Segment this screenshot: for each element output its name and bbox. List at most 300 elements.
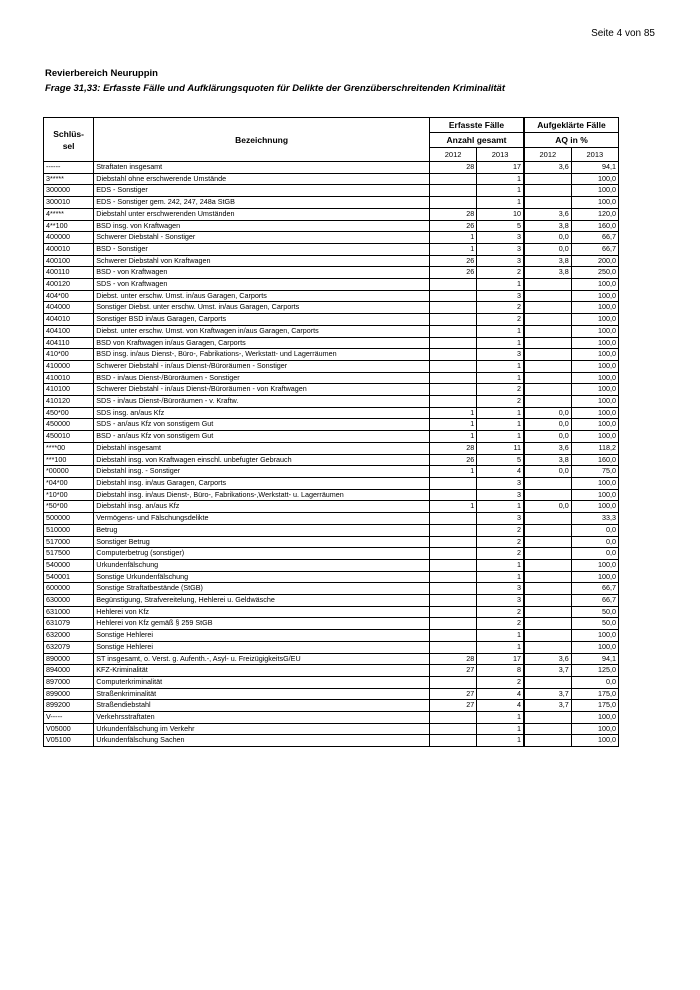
cell-aq-2012: [524, 489, 571, 501]
cell-aq-2012: [524, 676, 571, 688]
cell-key: 400010: [44, 243, 94, 255]
cell-key: 400110: [44, 267, 94, 279]
cell-aq-2013: 100,0: [571, 489, 618, 501]
cell-aq-2012: [524, 360, 571, 372]
cell-description: Sonstige Hehlerei: [94, 641, 430, 653]
cell-description: Urkundenfälschung Sachen: [94, 735, 430, 747]
cell-aq-2012: 0,0: [524, 419, 571, 431]
cell-aq-2013: 125,0: [571, 665, 618, 677]
cell-cases-2012: 26: [430, 220, 477, 232]
table-row: [44, 466, 619, 478]
table-row: [44, 337, 619, 349]
cell-key: 899000: [44, 688, 94, 700]
cell-aq-2013: 100,0: [571, 384, 618, 396]
cell-aq-2013: 100,0: [571, 559, 618, 571]
cell-aq-2013: 118,2: [571, 442, 618, 454]
cell-cases-2012: [430, 349, 477, 361]
cell-cases-2013: 3: [477, 290, 524, 302]
cell-description: Sonstige Urkundenfälschung: [94, 571, 430, 583]
table-row: [44, 267, 619, 279]
cell-cases-2012: 1: [430, 466, 477, 478]
cell-aq-2012: [524, 606, 571, 618]
cell-aq-2012: [524, 314, 571, 326]
cell-aq-2013: 100,0: [571, 279, 618, 291]
cell-cases-2012: [430, 372, 477, 384]
cell-aq-2013: 100,0: [571, 173, 618, 185]
cell-aq-2012: [524, 513, 571, 525]
cell-cases-2013: 2: [477, 384, 524, 396]
cell-cases-2013: 2: [477, 618, 524, 630]
cell-cases-2012: [430, 712, 477, 724]
table-row: [44, 688, 619, 700]
cell-cases-2013: 3: [477, 513, 524, 525]
cell-cases-2012: 1: [430, 419, 477, 431]
cell-aq-2012: [524, 524, 571, 536]
cell-cases-2013: 3: [477, 477, 524, 489]
cell-aq-2013: 175,0: [571, 700, 618, 712]
cell-key: *50*00: [44, 501, 94, 513]
cell-key: 630000: [44, 595, 94, 607]
cell-key: 450000: [44, 419, 94, 431]
subheader-cases-total: Anzahl gesamt: [430, 133, 524, 148]
cell-aq-2012: [524, 559, 571, 571]
cell-key: 300000: [44, 185, 94, 197]
cell-cases-2012: 27: [430, 688, 477, 700]
cell-aq-2012: 3,6: [524, 442, 571, 454]
cell-key: 540000: [44, 559, 94, 571]
cell-cases-2012: [430, 571, 477, 583]
table-row: [44, 173, 619, 185]
cell-description: BSD - Sonstiger: [94, 243, 430, 255]
cell-cases-2012: [430, 360, 477, 372]
cell-aq-2013: 0,0: [571, 524, 618, 536]
cell-description: Sonstiger BSD in/aus Garagen, Carports: [94, 314, 430, 326]
cell-cases-2013: 2: [477, 396, 524, 408]
cell-aq-2013: 100,0: [571, 290, 618, 302]
cell-cases-2012: 28: [430, 208, 477, 220]
cell-aq-2012: [524, 349, 571, 361]
cell-description: Diebstahl ohne erschwerende Umstände: [94, 173, 430, 185]
cell-cases-2012: [430, 477, 477, 489]
cell-cases-2012: [430, 513, 477, 525]
cell-cases-2013: 1: [477, 173, 524, 185]
cell-description: Sonstige Hehlerei: [94, 630, 430, 642]
cell-description: Urkundenfälschung: [94, 559, 430, 571]
table-row: [44, 185, 619, 197]
cell-cases-2013: 2: [477, 314, 524, 326]
cell-aq-2012: [524, 548, 571, 560]
cell-description: Diebst. unter erschw. Umst. in/aus Garagen, Carports: [94, 290, 430, 302]
cell-cases-2012: 1: [430, 407, 477, 419]
cell-key: 632079: [44, 641, 94, 653]
cell-aq-2013: 160,0: [571, 220, 618, 232]
cell-cases-2013: 2: [477, 676, 524, 688]
cell-aq-2012: [524, 173, 571, 185]
table-row: [44, 325, 619, 337]
table-row: [44, 571, 619, 583]
cell-aq-2012: 3,8: [524, 255, 571, 267]
cell-key: 404010: [44, 314, 94, 326]
cell-description: SDS - an/aus Kfz von sonstigem Gut: [94, 419, 430, 431]
table-row: [44, 232, 619, 244]
cell-cases-2012: [430, 606, 477, 618]
cell-key: 4*****: [44, 208, 94, 220]
cell-aq-2012: [524, 477, 571, 489]
cell-description: Computerkriminalität: [94, 676, 430, 688]
cell-cases-2012: [430, 559, 477, 571]
cell-cases-2012: [430, 325, 477, 337]
cell-aq-2012: 3,8: [524, 454, 571, 466]
cell-description: EDS - Sonstiger: [94, 185, 430, 197]
cell-key: 890000: [44, 653, 94, 665]
cell-aq-2012: [524, 372, 571, 384]
cell-aq-2012: 0,0: [524, 466, 571, 478]
table-row: [44, 162, 619, 174]
cell-aq-2012: 3,6: [524, 162, 571, 174]
cell-cases-2012: [430, 173, 477, 185]
cell-cases-2013: 1: [477, 325, 524, 337]
cell-aq-2012: [524, 618, 571, 630]
table-row: [44, 279, 619, 291]
cell-description: Computerbetrug (sonstiger): [94, 548, 430, 560]
cell-cases-2012: 1: [430, 243, 477, 255]
cell-key: V-----: [44, 712, 94, 724]
cell-aq-2013: 100,0: [571, 407, 618, 419]
cell-cases-2013: 3: [477, 255, 524, 267]
cell-cases-2012: [430, 548, 477, 560]
cell-key: 404100: [44, 325, 94, 337]
cell-key: ****00: [44, 442, 94, 454]
cell-cases-2012: [430, 735, 477, 747]
cell-key: 510000: [44, 524, 94, 536]
cell-cases-2013: 1: [477, 279, 524, 291]
cell-key: 450*00: [44, 407, 94, 419]
cell-description: Schwerer Diebstahl - in/aus Dienst-/Büroräumen - von Kraftwagen: [94, 384, 430, 396]
cell-key: 4**100: [44, 220, 94, 232]
cell-cases-2013: 1: [477, 407, 524, 419]
table-row: [44, 700, 619, 712]
cell-cases-2013: 17: [477, 653, 524, 665]
cell-cases-2013: 1: [477, 337, 524, 349]
cell-cases-2012: 27: [430, 665, 477, 677]
cell-cases-2012: 26: [430, 454, 477, 466]
cell-cases-2012: [430, 197, 477, 209]
cell-cases-2012: [430, 337, 477, 349]
cell-cases-2012: 26: [430, 255, 477, 267]
cell-key: 400120: [44, 279, 94, 291]
cell-aq-2013: 66,7: [571, 583, 618, 595]
cell-cases-2012: [430, 618, 477, 630]
cell-cases-2013: 4: [477, 688, 524, 700]
cell-cases-2013: 1: [477, 501, 524, 513]
table-row: [44, 454, 619, 466]
cell-aq-2013: 66,7: [571, 595, 618, 607]
cell-aq-2012: [524, 325, 571, 337]
cell-aq-2013: 33,3: [571, 513, 618, 525]
column-header-description: Bezeichnung: [94, 118, 430, 162]
cell-description: Straßenkriminalität: [94, 688, 430, 700]
cell-aq-2012: 0,0: [524, 431, 571, 443]
cell-aq-2013: 0,0: [571, 548, 618, 560]
cell-aq-2013: 100,0: [571, 501, 618, 513]
cell-description: Hehlerei von Kfz: [94, 606, 430, 618]
cell-cases-2012: 28: [430, 442, 477, 454]
table-row: [44, 665, 619, 677]
cell-description: Schwerer Diebstahl - in/aus Dienst-/Büroräumen - Sonstiger: [94, 360, 430, 372]
cell-aq-2012: [524, 583, 571, 595]
table-row: [44, 489, 619, 501]
cell-cases-2013: 17: [477, 162, 524, 174]
cell-aq-2012: 3,8: [524, 220, 571, 232]
cell-aq-2013: 100,0: [571, 723, 618, 735]
cell-cases-2013: 4: [477, 700, 524, 712]
table-row: [44, 641, 619, 653]
cell-aq-2013: 100,0: [571, 396, 618, 408]
cell-aq-2012: [524, 735, 571, 747]
cell-key: 899200: [44, 700, 94, 712]
cell-cases-2012: [430, 676, 477, 688]
cell-aq-2013: 100,0: [571, 360, 618, 372]
cell-aq-2013: 0,0: [571, 676, 618, 688]
cell-aq-2013: 100,0: [571, 419, 618, 431]
cell-aq-2012: [524, 641, 571, 653]
cell-key: 3*****: [44, 173, 94, 185]
cell-cases-2013: 2: [477, 267, 524, 279]
cell-cases-2012: [430, 384, 477, 396]
cell-description: Hehlerei von Kfz gemäß § 259 StGB: [94, 618, 430, 630]
table-row: [44, 442, 619, 454]
cell-aq-2013: 100,0: [571, 197, 618, 209]
cell-aq-2012: 0,0: [524, 407, 571, 419]
cell-aq-2012: 0,0: [524, 501, 571, 513]
cell-key: 517500: [44, 548, 94, 560]
table-row: [44, 431, 619, 443]
subheader-clearance-rate: AQ in %: [524, 133, 619, 148]
table-row: [44, 220, 619, 232]
cell-cases-2012: [430, 302, 477, 314]
table-row: [44, 653, 619, 665]
year-header: 2013: [477, 148, 524, 162]
cell-description: BSD - von Kraftwagen: [94, 267, 430, 279]
cell-aq-2013: 160,0: [571, 454, 618, 466]
cell-description: Diebstahl insg. in/aus Garagen, Carports: [94, 477, 430, 489]
cell-cases-2013: 2: [477, 606, 524, 618]
cell-aq-2012: [524, 279, 571, 291]
cell-aq-2012: [524, 384, 571, 396]
cell-key: 631079: [44, 618, 94, 630]
cell-aq-2013: 100,0: [571, 337, 618, 349]
cell-cases-2012: [430, 524, 477, 536]
cell-cases-2013: 1: [477, 712, 524, 724]
table-row: [44, 630, 619, 642]
cell-cases-2012: 26: [430, 267, 477, 279]
cell-cases-2012: [430, 290, 477, 302]
cell-key: 600000: [44, 583, 94, 595]
cell-cases-2013: 1: [477, 419, 524, 431]
table-row: [44, 208, 619, 220]
cell-cases-2012: 1: [430, 431, 477, 443]
table-row: [44, 314, 619, 326]
cell-cases-2012: [430, 583, 477, 595]
year-header: 2012: [524, 148, 571, 162]
cell-key: 500000: [44, 513, 94, 525]
cell-key: 517000: [44, 536, 94, 548]
cell-aq-2013: 200,0: [571, 255, 618, 267]
cell-key: 631000: [44, 606, 94, 618]
statistics-table: [43, 117, 619, 747]
cell-aq-2013: 100,0: [571, 325, 618, 337]
cell-description: BSD von Kraftwagen in/aus Garagen, Carports: [94, 337, 430, 349]
cell-aq-2013: 94,1: [571, 162, 618, 174]
cell-description: Schwerer Diebstahl von Kraftwagen: [94, 255, 430, 267]
cell-key: *10*00: [44, 489, 94, 501]
cell-key: 450010: [44, 431, 94, 443]
cell-aq-2012: 3,7: [524, 700, 571, 712]
table-row: [44, 524, 619, 536]
cell-cases-2012: 1: [430, 232, 477, 244]
cell-aq-2013: 66,7: [571, 243, 618, 255]
cell-description: Sonstiger Diebst. unter erschw. Umst. in/aus Garagen, Carports: [94, 302, 430, 314]
cell-key: 404110: [44, 337, 94, 349]
cell-description: BSD insg. in/aus Dienst-, Büro-, Fabrikations-, Werkstatt- und Lagerräumen: [94, 349, 430, 361]
cell-cases-2013: 1: [477, 559, 524, 571]
table-row: [44, 419, 619, 431]
cell-aq-2012: [524, 302, 571, 314]
table-row: [44, 513, 619, 525]
table-row: [44, 290, 619, 302]
cell-key: 400000: [44, 232, 94, 244]
cell-description: Diebst. unter erschw. Umst. von Kraftwagen in/aus Garagen, Carports: [94, 325, 430, 337]
cell-cases-2013: 2: [477, 536, 524, 548]
cell-key: ***100: [44, 454, 94, 466]
cell-key: 410120: [44, 396, 94, 408]
cell-description: Diebstahl insg. in/aus Dienst-, Büro-, Fabrikations-,Werkstatt- u. Lagerräumen: [94, 489, 430, 501]
cell-key: 410*00: [44, 349, 94, 361]
cell-aq-2012: [524, 197, 571, 209]
table-row: [44, 384, 619, 396]
cell-aq-2012: [524, 396, 571, 408]
cell-aq-2013: 100,0: [571, 349, 618, 361]
cell-aq-2012: [524, 536, 571, 548]
table-row: [44, 501, 619, 513]
cell-key: 540001: [44, 571, 94, 583]
cell-cases-2012: [430, 279, 477, 291]
cell-cases-2012: [430, 489, 477, 501]
cell-aq-2013: 120,0: [571, 208, 618, 220]
cell-aq-2012: 3,7: [524, 665, 571, 677]
cell-aq-2012: [524, 571, 571, 583]
cell-aq-2013: 175,0: [571, 688, 618, 700]
cell-key: 410100: [44, 384, 94, 396]
cell-cases-2012: [430, 723, 477, 735]
cell-cases-2013: 1: [477, 431, 524, 443]
cell-cases-2013: 10: [477, 208, 524, 220]
cell-description: BSD insg. von Kraftwagen: [94, 220, 430, 232]
table-body: [44, 162, 619, 747]
cell-key: 404*00: [44, 290, 94, 302]
cell-key: 897000: [44, 676, 94, 688]
cell-description: Schwerer Diebstahl - Sonstiger: [94, 232, 430, 244]
table-row: [44, 360, 619, 372]
cell-cases-2012: [430, 595, 477, 607]
table-row: [44, 407, 619, 419]
table-row: [44, 559, 619, 571]
cell-cases-2013: 1: [477, 641, 524, 653]
cell-description: Diebstahl unter erschwerenden Umständen: [94, 208, 430, 220]
cell-description: EDS - Sonstiger gem. 242, 247, 248a StGB: [94, 197, 430, 209]
cell-aq-2012: 3,6: [524, 653, 571, 665]
cell-aq-2012: [524, 595, 571, 607]
cell-description: BSD - an/aus Kfz von sonstigem Gut: [94, 431, 430, 443]
table-row: [44, 536, 619, 548]
cell-aq-2012: [524, 630, 571, 642]
table-row: [44, 548, 619, 560]
cell-key: 894000: [44, 665, 94, 677]
cell-description: Verkehrsstraftaten: [94, 712, 430, 724]
cell-aq-2012: 0,0: [524, 243, 571, 255]
cell-aq-2013: 94,1: [571, 653, 618, 665]
cell-key: 410010: [44, 372, 94, 384]
region-title: Revierbereich Neuruppin: [45, 68, 158, 79]
cell-description: Diebstahl insgesamt: [94, 442, 430, 454]
cell-description: Straßendiebstahl: [94, 700, 430, 712]
cell-cases-2013: 1: [477, 197, 524, 209]
cell-cases-2013: 3: [477, 583, 524, 595]
cell-aq-2013: 100,0: [571, 571, 618, 583]
cell-cases-2012: [430, 396, 477, 408]
cell-key: *00000: [44, 466, 94, 478]
cell-cases-2013: 3: [477, 595, 524, 607]
group-header-cleared: Aufgeklärte Fälle: [524, 118, 619, 133]
group-header-cases: Erfasste Fälle: [430, 118, 524, 133]
cell-cases-2013: 1: [477, 723, 524, 735]
cell-cases-2012: [430, 630, 477, 642]
table-row: [44, 197, 619, 209]
cell-description: Sonstige Straftatbestände (StGB): [94, 583, 430, 595]
cell-aq-2012: [524, 723, 571, 735]
table-row: [44, 676, 619, 688]
cell-cases-2012: [430, 185, 477, 197]
cell-cases-2012: [430, 536, 477, 548]
cell-key: V05100: [44, 735, 94, 747]
cell-aq-2012: [524, 185, 571, 197]
cell-aq-2012: [524, 290, 571, 302]
cell-key: 300010: [44, 197, 94, 209]
cell-key: 400100: [44, 255, 94, 267]
table-row: [44, 243, 619, 255]
cell-aq-2012: [524, 337, 571, 349]
cell-cases-2013: 4: [477, 466, 524, 478]
cell-cases-2012: 1: [430, 501, 477, 513]
table-row: [44, 396, 619, 408]
cell-aq-2012: 3,8: [524, 267, 571, 279]
cell-aq-2013: 100,0: [571, 630, 618, 642]
cell-cases-2013: 1: [477, 360, 524, 372]
cell-key: 410000: [44, 360, 94, 372]
cell-cases-2012: [430, 641, 477, 653]
cell-cases-2013: 1: [477, 571, 524, 583]
cell-aq-2013: 100,0: [571, 735, 618, 747]
cell-description: KFZ-Kriminalität: [94, 665, 430, 677]
cell-aq-2013: 0,0: [571, 536, 618, 548]
cell-description: SDS - in/aus Dienst-/Büroräumen - v. Kraftw.: [94, 396, 430, 408]
cell-aq-2013: 100,0: [571, 641, 618, 653]
cell-aq-2013: 100,0: [571, 185, 618, 197]
cell-cases-2013: 1: [477, 185, 524, 197]
cell-description: SDS - von Kraftwagen: [94, 279, 430, 291]
cell-description: Diebstahl insg. an/aus Kfz: [94, 501, 430, 513]
table-row: [44, 372, 619, 384]
